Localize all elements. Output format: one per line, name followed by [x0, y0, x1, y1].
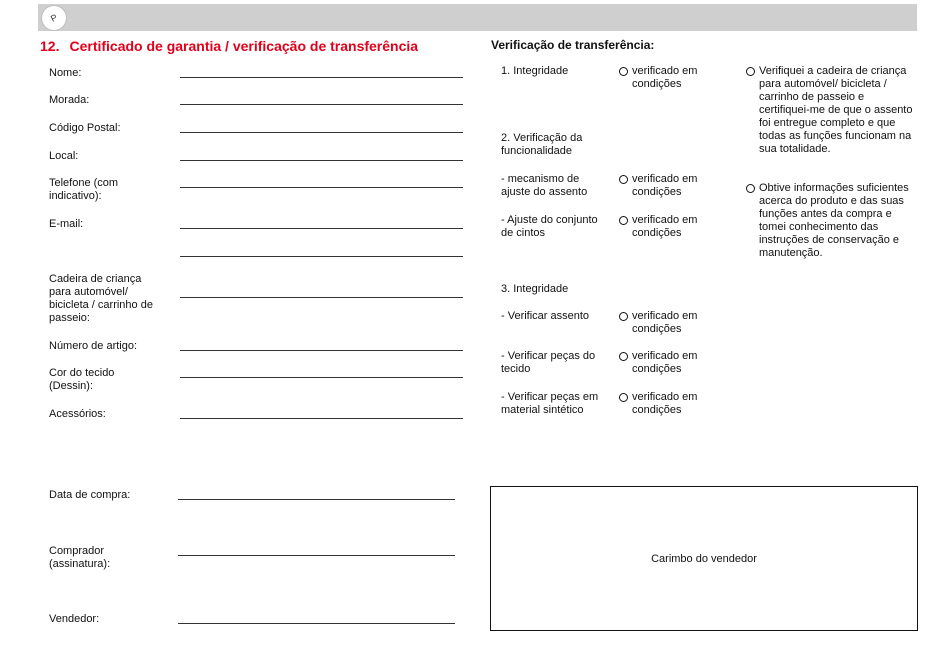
check-label-belt-adjustment: - Ajuste do conjunto de cintos	[501, 214, 598, 239]
radio-circle-icon[interactable]	[619, 67, 628, 76]
check-label-synthetic-parts: - Verificar peças em material sintético	[501, 391, 599, 416]
radio-circle-icon[interactable]	[619, 216, 628, 225]
option-integrity[interactable]	[619, 65, 722, 91]
option-text: verificado em condições	[632, 350, 698, 375]
radio-circle-icon[interactable]	[619, 352, 628, 361]
confirmation-checked-complete[interactable]	[746, 65, 914, 156]
section-number: 12.	[40, 38, 60, 54]
field-line-accessories[interactable]	[180, 418, 463, 419]
field-label-email: E-mail:	[49, 218, 84, 230]
field-label-article-number: Número de artigo:	[49, 340, 138, 352]
option-synthetic-parts[interactable]	[619, 391, 722, 417]
field-label-child-seat: Cadeira de criança para automóvel/ bicicleta / carrinho de passeio:	[49, 273, 153, 324]
field-label-accessories: Acessórios:	[49, 408, 106, 420]
radio-circle-icon[interactable]	[746, 184, 755, 193]
field-line-fabric-color[interactable]	[180, 377, 463, 378]
field-line-address[interactable]	[180, 104, 463, 105]
field-line-purchase-date[interactable]	[178, 499, 455, 500]
option-fabric-parts[interactable]	[619, 350, 722, 376]
radio-circle-icon[interactable]	[619, 175, 628, 184]
option-check-seat[interactable]	[619, 310, 722, 336]
field-line-postal-code[interactable]	[180, 132, 463, 133]
radio-circle-icon[interactable]	[619, 393, 628, 402]
field-line-email[interactable]	[180, 228, 463, 229]
radio-circle-icon[interactable]	[746, 67, 755, 76]
field-line-article-number[interactable]	[180, 350, 463, 351]
option-text: verificado em condições	[632, 65, 698, 90]
check-label-integrity-2: 3. Integridade	[501, 283, 569, 295]
option-text: verificado em condições	[632, 214, 698, 239]
field-label-address: Morada:	[49, 94, 90, 106]
confirmation-text: Obtive informações suficientes acerca do produto e das suas funções antes da compra e tomei conhecimento das instruções de conservação e manutenção.	[759, 182, 909, 259]
field-label-locality: Local:	[49, 150, 79, 162]
field-label-purchase-date: Data de compra:	[49, 489, 131, 501]
check-label-functionality: 2. Verificação da funcionalidade	[501, 132, 583, 157]
field-label-fabric-color: Cor do tecido (Dessin):	[49, 367, 115, 392]
confirmation-text: Verifiquei a cadeira de criança para automóvel/ bicicleta / carrinho de passeio e certifiquei-me de que o assento foi entregue completo e que todas as funções funcionam na sua totalidade.	[759, 65, 913, 155]
option-belt-adjustment[interactable]	[619, 214, 722, 240]
field-line-phone[interactable]	[180, 187, 463, 188]
field-line-name[interactable]	[180, 77, 463, 78]
check-label-check-seat: - Verificar assento	[501, 310, 590, 322]
header-bar	[38, 4, 917, 31]
field-label-name: Nome:	[49, 67, 82, 79]
transfer-title: Verificação de transferência:	[491, 38, 655, 52]
field-label-buyer-signature: Comprador (assinatura):	[49, 545, 111, 570]
check-label-integrity: 1. Integridade	[501, 65, 569, 77]
field-line-seller[interactable]	[178, 623, 455, 624]
field-line-child-seat[interactable]	[180, 297, 463, 298]
radio-circle-icon[interactable]	[619, 312, 628, 321]
option-seat-adjustment[interactable]	[619, 173, 722, 199]
seller-stamp-box[interactable]	[490, 486, 918, 631]
option-text: verificado em condições	[632, 391, 698, 416]
option-text: verificado em condições	[632, 310, 698, 335]
field-line-buyer-signature[interactable]	[178, 555, 455, 556]
seller-stamp-label: Carimbo do vendedor	[651, 552, 757, 565]
field-line-email-extra[interactable]	[180, 256, 463, 257]
field-label-postal-code: Código Postal:	[49, 122, 121, 134]
section-title-text: Certificado de garantia / verificação de transferência	[69, 38, 419, 54]
confirmation-informed[interactable]	[746, 182, 914, 260]
language-badge: P	[37, 1, 72, 36]
section-title	[40, 38, 418, 54]
option-text: verificado em condições	[632, 173, 698, 198]
field-line-locality[interactable]	[180, 160, 463, 161]
field-label-phone: Telefone (com indicativo):	[49, 177, 119, 202]
check-label-fabric-parts: - Verificar peças do tecido	[501, 350, 596, 375]
field-label-seller: Vendedor:	[49, 613, 100, 625]
check-label-seat-adjustment: - mecanismo de ajuste do assento	[501, 173, 588, 198]
